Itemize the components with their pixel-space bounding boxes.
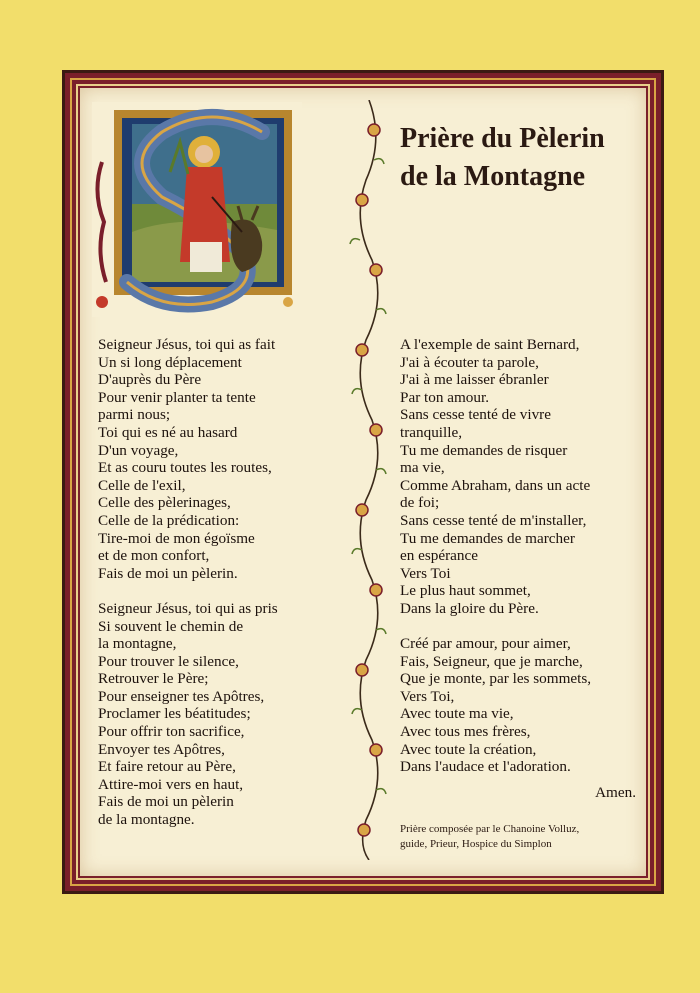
verse-line: Que je monte, par les sommets, xyxy=(400,670,592,688)
verse-line: Toi qui es né au hasard xyxy=(98,423,238,441)
verse-line: Créé par amour, pour aimer, xyxy=(400,635,571,653)
verse-line: Proclamer les béatitudes; xyxy=(98,705,251,723)
stanza-break xyxy=(400,618,650,636)
verse-line: Avec toute la création, xyxy=(400,740,537,758)
verse-line: Pour offrir ton sacrifice, xyxy=(98,723,245,741)
verse-line: Retrouver le Père; xyxy=(98,670,209,688)
verse-line: Et faire retour au Père, xyxy=(98,758,236,776)
title-line-1: Prière du Pèlerin xyxy=(400,123,605,154)
verse-line: Sans cesse tenté de m'installer, xyxy=(400,511,587,529)
verse-line: Celle de la prédication: xyxy=(98,511,240,529)
verse-line: D'auprès du Père xyxy=(98,371,202,389)
verse-line: Dans la gloire du Père. xyxy=(400,599,539,617)
verse-line: Envoyer tes Apôtres, xyxy=(98,740,225,758)
credit-line-1: Prière composée par le Chanoine Volluz, xyxy=(400,823,580,835)
verse-line: de foi; xyxy=(400,494,440,512)
verse-line: Avec tous mes frères, xyxy=(400,723,531,741)
verse-line: Sans cesse tenté de vivre xyxy=(400,406,551,424)
stanza-break xyxy=(98,582,338,600)
verse-line: J'ai à écouter ta parole, xyxy=(400,353,539,371)
verse-line: tranquille, xyxy=(400,423,462,441)
verse-line: Par ton amour. xyxy=(400,388,490,406)
author-credit xyxy=(400,822,660,852)
verse-line: D'un voyage, xyxy=(98,441,179,459)
verse-line: Avec toute ma vie, xyxy=(400,705,514,723)
verse-line: Celle des pèlerinages, xyxy=(98,494,231,512)
verse-line: Un si long déplacement xyxy=(98,353,242,371)
illuminated-initial-image xyxy=(92,102,302,317)
verse-line: Le plus haut sommet, xyxy=(400,582,531,600)
verse-line: Comme Abraham, dans un acte xyxy=(400,476,591,494)
left-column-text xyxy=(98,336,338,829)
verse-line: en espérance xyxy=(400,547,478,565)
verse-line: Tu me demandes de marcher xyxy=(400,529,575,547)
vine-ornament xyxy=(344,100,394,860)
verse-line: Pour enseigner tes Apôtres, xyxy=(98,687,265,705)
verse-line: ma vie, xyxy=(400,459,445,477)
verse-line: Pour venir planter ta tente xyxy=(98,388,256,406)
right-column-text xyxy=(400,336,650,776)
verse-line: Seigneur Jésus, toi qui as fait xyxy=(98,336,276,353)
verse-line: Tire-moi de mon égoïsme xyxy=(98,529,255,547)
verse-line: et de mon confort, xyxy=(98,547,210,565)
verse-line: Vers Toi xyxy=(400,564,451,582)
verse-line: Fais de moi un pèlerin xyxy=(98,793,234,811)
verse-line: parmi nous; xyxy=(98,406,171,424)
amen-text: Amen. xyxy=(595,784,636,801)
title-line-2: de la Montagne xyxy=(400,161,586,192)
verse-line: la montagne, xyxy=(98,635,177,653)
verse-line: A l'exemple de saint Bernard, xyxy=(400,336,580,353)
verse-line: Fais de moi un pèlerin. xyxy=(98,564,238,582)
prayer-title xyxy=(400,120,650,196)
verse-line: Tu me demandes de risquer xyxy=(400,441,568,459)
verse-line: Seigneur Jésus, toi qui as pris xyxy=(98,599,278,617)
verse-line: J'ai à me laisser ébranler xyxy=(400,371,549,389)
credit-line-2: guide, Prieur, Hospice du Simplon xyxy=(400,838,552,850)
verse-line: Si souvent le chemin de xyxy=(98,617,244,635)
verse-line: Attire-moi vers en haut, xyxy=(98,775,244,793)
verse-line: Dans l'audace et l'adoration. xyxy=(400,758,571,776)
verse-line: Celle de l'exil, xyxy=(98,476,186,494)
verse-line: Pour trouver le silence, xyxy=(98,652,239,670)
verse-line: Et as couru toutes les routes, xyxy=(98,459,272,477)
verse-line: Vers Toi, xyxy=(400,687,455,705)
verse-line: Fais, Seigneur, que je marche, xyxy=(400,652,583,670)
verse-line: de la montagne. xyxy=(98,811,195,829)
